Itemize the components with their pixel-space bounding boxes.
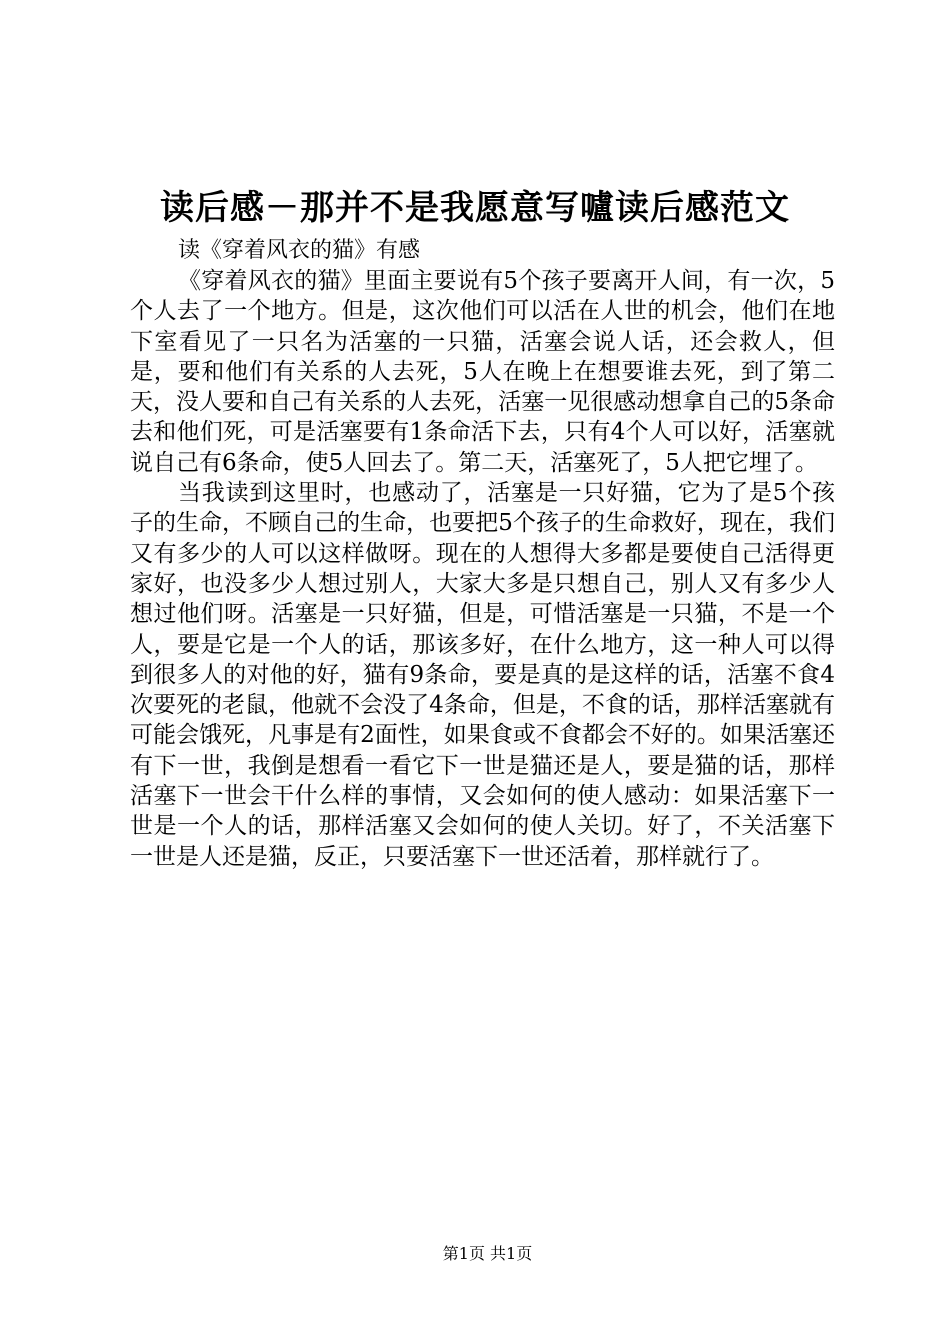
page-footer: 第1页 共1页 bbox=[442, 1244, 533, 1263]
document-body bbox=[130, 236, 835, 872]
body-paragraph-2: 当我读到这里时，也感动了，活塞是一只好猫，它为了是5个孩子的生命，不顾自己的生命，也要把5个孩子的生命救好，现在，我们又有多少的人可以这样做呀。现在的人想得大多都是要使自己活得更家好，也没多少人想过别人，大家大多是只想自己，别人又有多少人想过他们呀。活塞是一只好猫，但是，可惜活塞是一只猫，不是一个人，要是它是一个人的话，那该多好，在什么地方，这一种人可以得到很多人的对他的好，猫有9条命，要是真的是这样的话，活塞不食4次要死的老鼠，他就不会没了4条命，但是，不食的话，那样活塞就有可能会饿死，凡事是有2面性，如果食或不食都会不好的。如果活塞还有下一世，我倒是想看一看它下一世是猫还是人，要是猫的话，那样活塞下一世会干什么样的事情，又会如何的使人感动：如果活塞下一世是一个人的话，那样活塞又会如何的使人关切。好了，不关活塞下一世是人还是猫，反正，只要活塞下一世还活着，那样就行了。 bbox=[130, 480, 835, 870]
body-paragraph-1: 《穿着风衣的猫》里面主要说有5个孩子要离开人间，有一次，5个人去了一个地方。但是，这次他们可以活在人世的机会，他们在地下室看见了一只名为活塞的一只猫，活塞会说人话，还会救人，但是，要和他们有关系的人去死，5人在晚上在想要谁去死，到了第二天，没人要和自己有关系的人去死，活塞一见很感动想拿自己的5条命去和他们死，可是活塞要有1条命活下去，只有4个人可以好，活塞就说自己有6条命，使5人回去了。第二天，活塞死了，5人把它埋了。 bbox=[130, 268, 835, 476]
document-subtitle: 读《穿着风衣的猫》有感 bbox=[178, 238, 421, 263]
document-title: 读后感－那并不是我愿意写嚧读后感范文 bbox=[160, 188, 790, 228]
